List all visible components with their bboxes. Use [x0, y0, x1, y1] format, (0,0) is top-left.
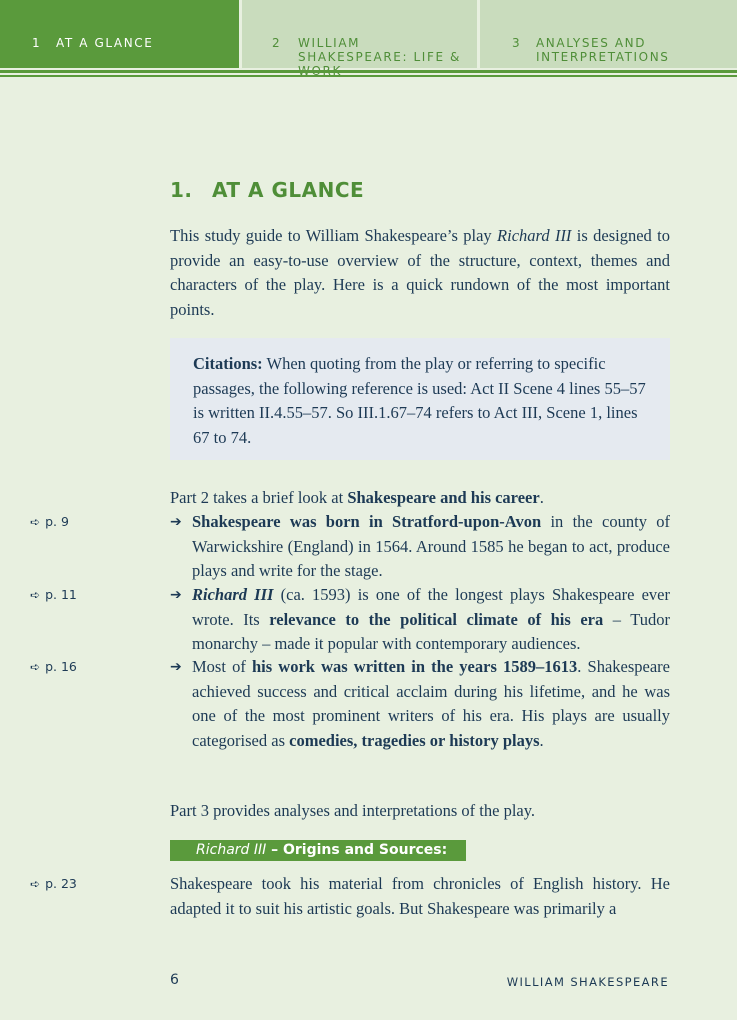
play-title: Richard III [192, 585, 274, 604]
origins-paragraph: Shakespeare took his material from chronicles of English history. He adapted it to suit his artistic goals. But Shakespeare was primarily a [170, 874, 670, 918]
page-reference-label: p. 16 [45, 659, 77, 674]
header-rule [0, 70, 737, 73]
tab-label: WILLIAM SHAKESPEARE: LIFE & [298, 36, 462, 64]
citation-text: When quoting from the play or referring to specific passages, the following reference is used: Act II Scene 4 lines 55–57 is written II.4.55–57. So III.1.67–74 refers to Act III, Scene 1, lines 67 to 74. [193, 354, 646, 447]
list-item [170, 510, 670, 584]
page-number: 6 [170, 972, 179, 988]
page-reference[interactable] [30, 514, 69, 529]
arrow-right-icon: ➪ [30, 877, 41, 891]
text: (ca. 1593) is one of the longest plays Shakespeare ever wrote. Its [192, 585, 670, 629]
arrow-right-icon: ➪ [30, 588, 41, 602]
citation-box [170, 338, 670, 460]
intro-paragraph [170, 224, 670, 322]
section-number: 1. [170, 178, 193, 202]
tab-number: 3 [512, 36, 522, 50]
tab-analyses[interactable] [480, 0, 737, 68]
arrow-right-icon: ➪ [30, 660, 41, 674]
text: . [539, 730, 544, 750]
bullet-arrow-icon: ➔ [170, 659, 182, 675]
text-bold: Shakespeare was born in Stratford-upon-Avon [192, 512, 542, 531]
tab-number: 1 [32, 36, 42, 50]
tab-label: AT A GLANCE [56, 36, 154, 50]
section-title: AT A GLANCE [212, 178, 365, 202]
text: – Tudor monarchy – made it popular with contemporary audiences. [192, 609, 670, 653]
text-bold: Shakespeare and his career [347, 488, 540, 507]
page-reference[interactable] [30, 659, 77, 674]
page-reference-label: p. 23 [45, 876, 77, 891]
tab-label: ANALYSES AND INTERPRETATIONS [536, 36, 670, 64]
page-reference[interactable] [30, 587, 77, 602]
tab-life-and-work[interactable] [242, 0, 477, 68]
text: . [539, 488, 544, 507]
text-bold: comedies, tragedies or history plays [289, 730, 540, 750]
page-reference-label: p. 11 [45, 587, 77, 602]
subheading-text: – Origins and Sources: [266, 842, 448, 858]
text: This study guide to William Shakespeare’s play [170, 226, 498, 245]
text: in the county of Warwickshire (England) in 1564. Around 1585 he began to act, produce plays and write for the stage. [192, 512, 670, 580]
running-footer: WILLIAM SHAKESPEARE [506, 975, 669, 989]
header-rule [0, 75, 737, 77]
tab-at-a-glance[interactable] [0, 0, 239, 68]
list-item [170, 583, 670, 657]
text-bold: relevance to the political climate of his era [269, 609, 604, 629]
page-reference-label: p. 9 [45, 514, 69, 529]
citation-label: Citations: [193, 354, 263, 373]
text: . Shakespeare achieved success and critical acclaim during his lifetime, and he was one of the most prominent writers of his era. His plays are usually categorised as [192, 657, 670, 750]
arrow-right-icon: ➪ [30, 515, 41, 529]
text: Part 2 takes a brief look at [170, 488, 348, 507]
page-title [170, 178, 364, 202]
subheading-bar [170, 840, 466, 861]
tab-number: 2 [272, 36, 282, 50]
text: Most of [192, 657, 252, 676]
text-bold: his work was written in the years 1589–1613 [251, 657, 578, 676]
bullet-arrow-icon: ➔ [170, 514, 182, 530]
page-reference[interactable] [30, 876, 77, 891]
play-title: Richard III [196, 842, 267, 858]
bullet-arrow-icon: ➔ [170, 587, 182, 603]
part2-lead [170, 486, 544, 511]
text: is designed to provide an easy-to-use overview of the structure, context, themes and characters of the play. Here is a quick rundown of the most important points. [170, 226, 670, 319]
part3-lead: Part 3 provides analyses and interpretations of the play. [170, 801, 536, 820]
play-title: Richard III [497, 226, 572, 245]
list-item [170, 655, 670, 753]
